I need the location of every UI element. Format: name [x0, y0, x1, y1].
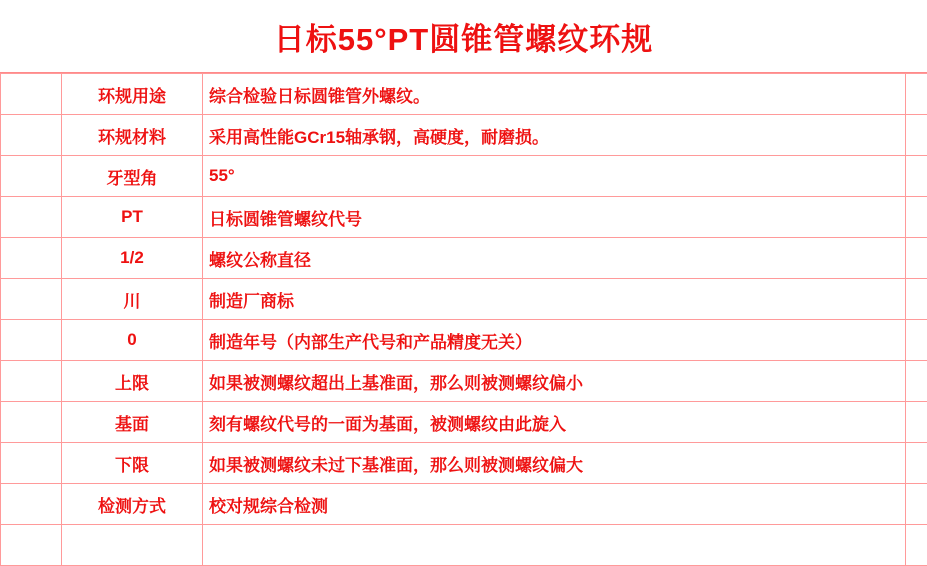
row-value: 采用高性能GCr15轴承钢，高硬度，耐磨损。 [203, 115, 906, 156]
row-label: 川 [62, 279, 203, 320]
row-edge-right [906, 238, 927, 279]
table-row [1, 279, 927, 320]
row-value: 55° [203, 156, 906, 197]
table-row [1, 484, 927, 525]
spec-table-body [1, 74, 927, 566]
row-edge-right [906, 320, 927, 361]
row-edge-left [1, 484, 62, 525]
page-title: 日标55°PT圆锥管螺纹环规 [274, 14, 654, 59]
row-edge-left [1, 197, 62, 238]
row-edge-left [1, 320, 62, 361]
row-label: 下限 [62, 443, 203, 484]
row-edge-right [906, 74, 927, 115]
row-value: 校对规综合检测 [203, 484, 906, 525]
row-value: 日标圆锥管螺纹代号 [203, 197, 906, 238]
table-row [1, 238, 927, 279]
row-value: 螺纹公称直径 [203, 238, 906, 279]
row-edge-left [1, 74, 62, 115]
spec-table [0, 73, 927, 566]
table-row [1, 361, 927, 402]
row-value: 制造年号（内部生产代号和产品精度无关） [203, 320, 906, 361]
row-value [203, 525, 906, 566]
row-edge-left [1, 279, 62, 320]
row-label: PT [62, 197, 203, 238]
row-edge-left [1, 402, 62, 443]
row-edge-right [906, 197, 927, 238]
row-edge-right [906, 361, 927, 402]
table-row [1, 525, 927, 566]
row-edge-right [906, 484, 927, 525]
row-value: 制造厂商标 [203, 279, 906, 320]
row-label [62, 525, 203, 566]
row-label: 1/2 [62, 238, 203, 279]
table-row [1, 115, 927, 156]
row-edge-right [906, 115, 927, 156]
table-row [1, 320, 927, 361]
row-label: 基面 [62, 402, 203, 443]
table-row [1, 443, 927, 484]
row-label: 上限 [62, 361, 203, 402]
table-row [1, 156, 927, 197]
row-edge-right [906, 443, 927, 484]
row-label: 0 [62, 320, 203, 361]
row-edge-right [906, 402, 927, 443]
row-value: 如果被测螺纹未过下基准面，那么则被测螺纹偏大 [203, 443, 906, 484]
row-edge-right [906, 156, 927, 197]
row-edge-right [906, 279, 927, 320]
row-edge-left [1, 443, 62, 484]
table-row [1, 197, 927, 238]
row-label: 牙型角 [62, 156, 203, 197]
title-row [0, 0, 927, 73]
row-edge-left [1, 361, 62, 402]
table-row [1, 74, 927, 115]
row-label: 检测方式 [62, 484, 203, 525]
row-value: 如果被测螺纹超出上基准面，那么则被测螺纹偏小 [203, 361, 906, 402]
row-label: 环规材料 [62, 115, 203, 156]
row-edge-left [1, 238, 62, 279]
row-edge-left [1, 156, 62, 197]
row-edge-left [1, 525, 62, 566]
row-edge-right [906, 525, 927, 566]
table-row [1, 402, 927, 443]
row-edge-left [1, 115, 62, 156]
row-value: 刻有螺纹代号的一面为基面，被测螺纹由此旋入 [203, 402, 906, 443]
row-value: 综合检验日标圆锥管外螺纹。 [203, 74, 906, 115]
row-label: 环规用途 [62, 74, 203, 115]
